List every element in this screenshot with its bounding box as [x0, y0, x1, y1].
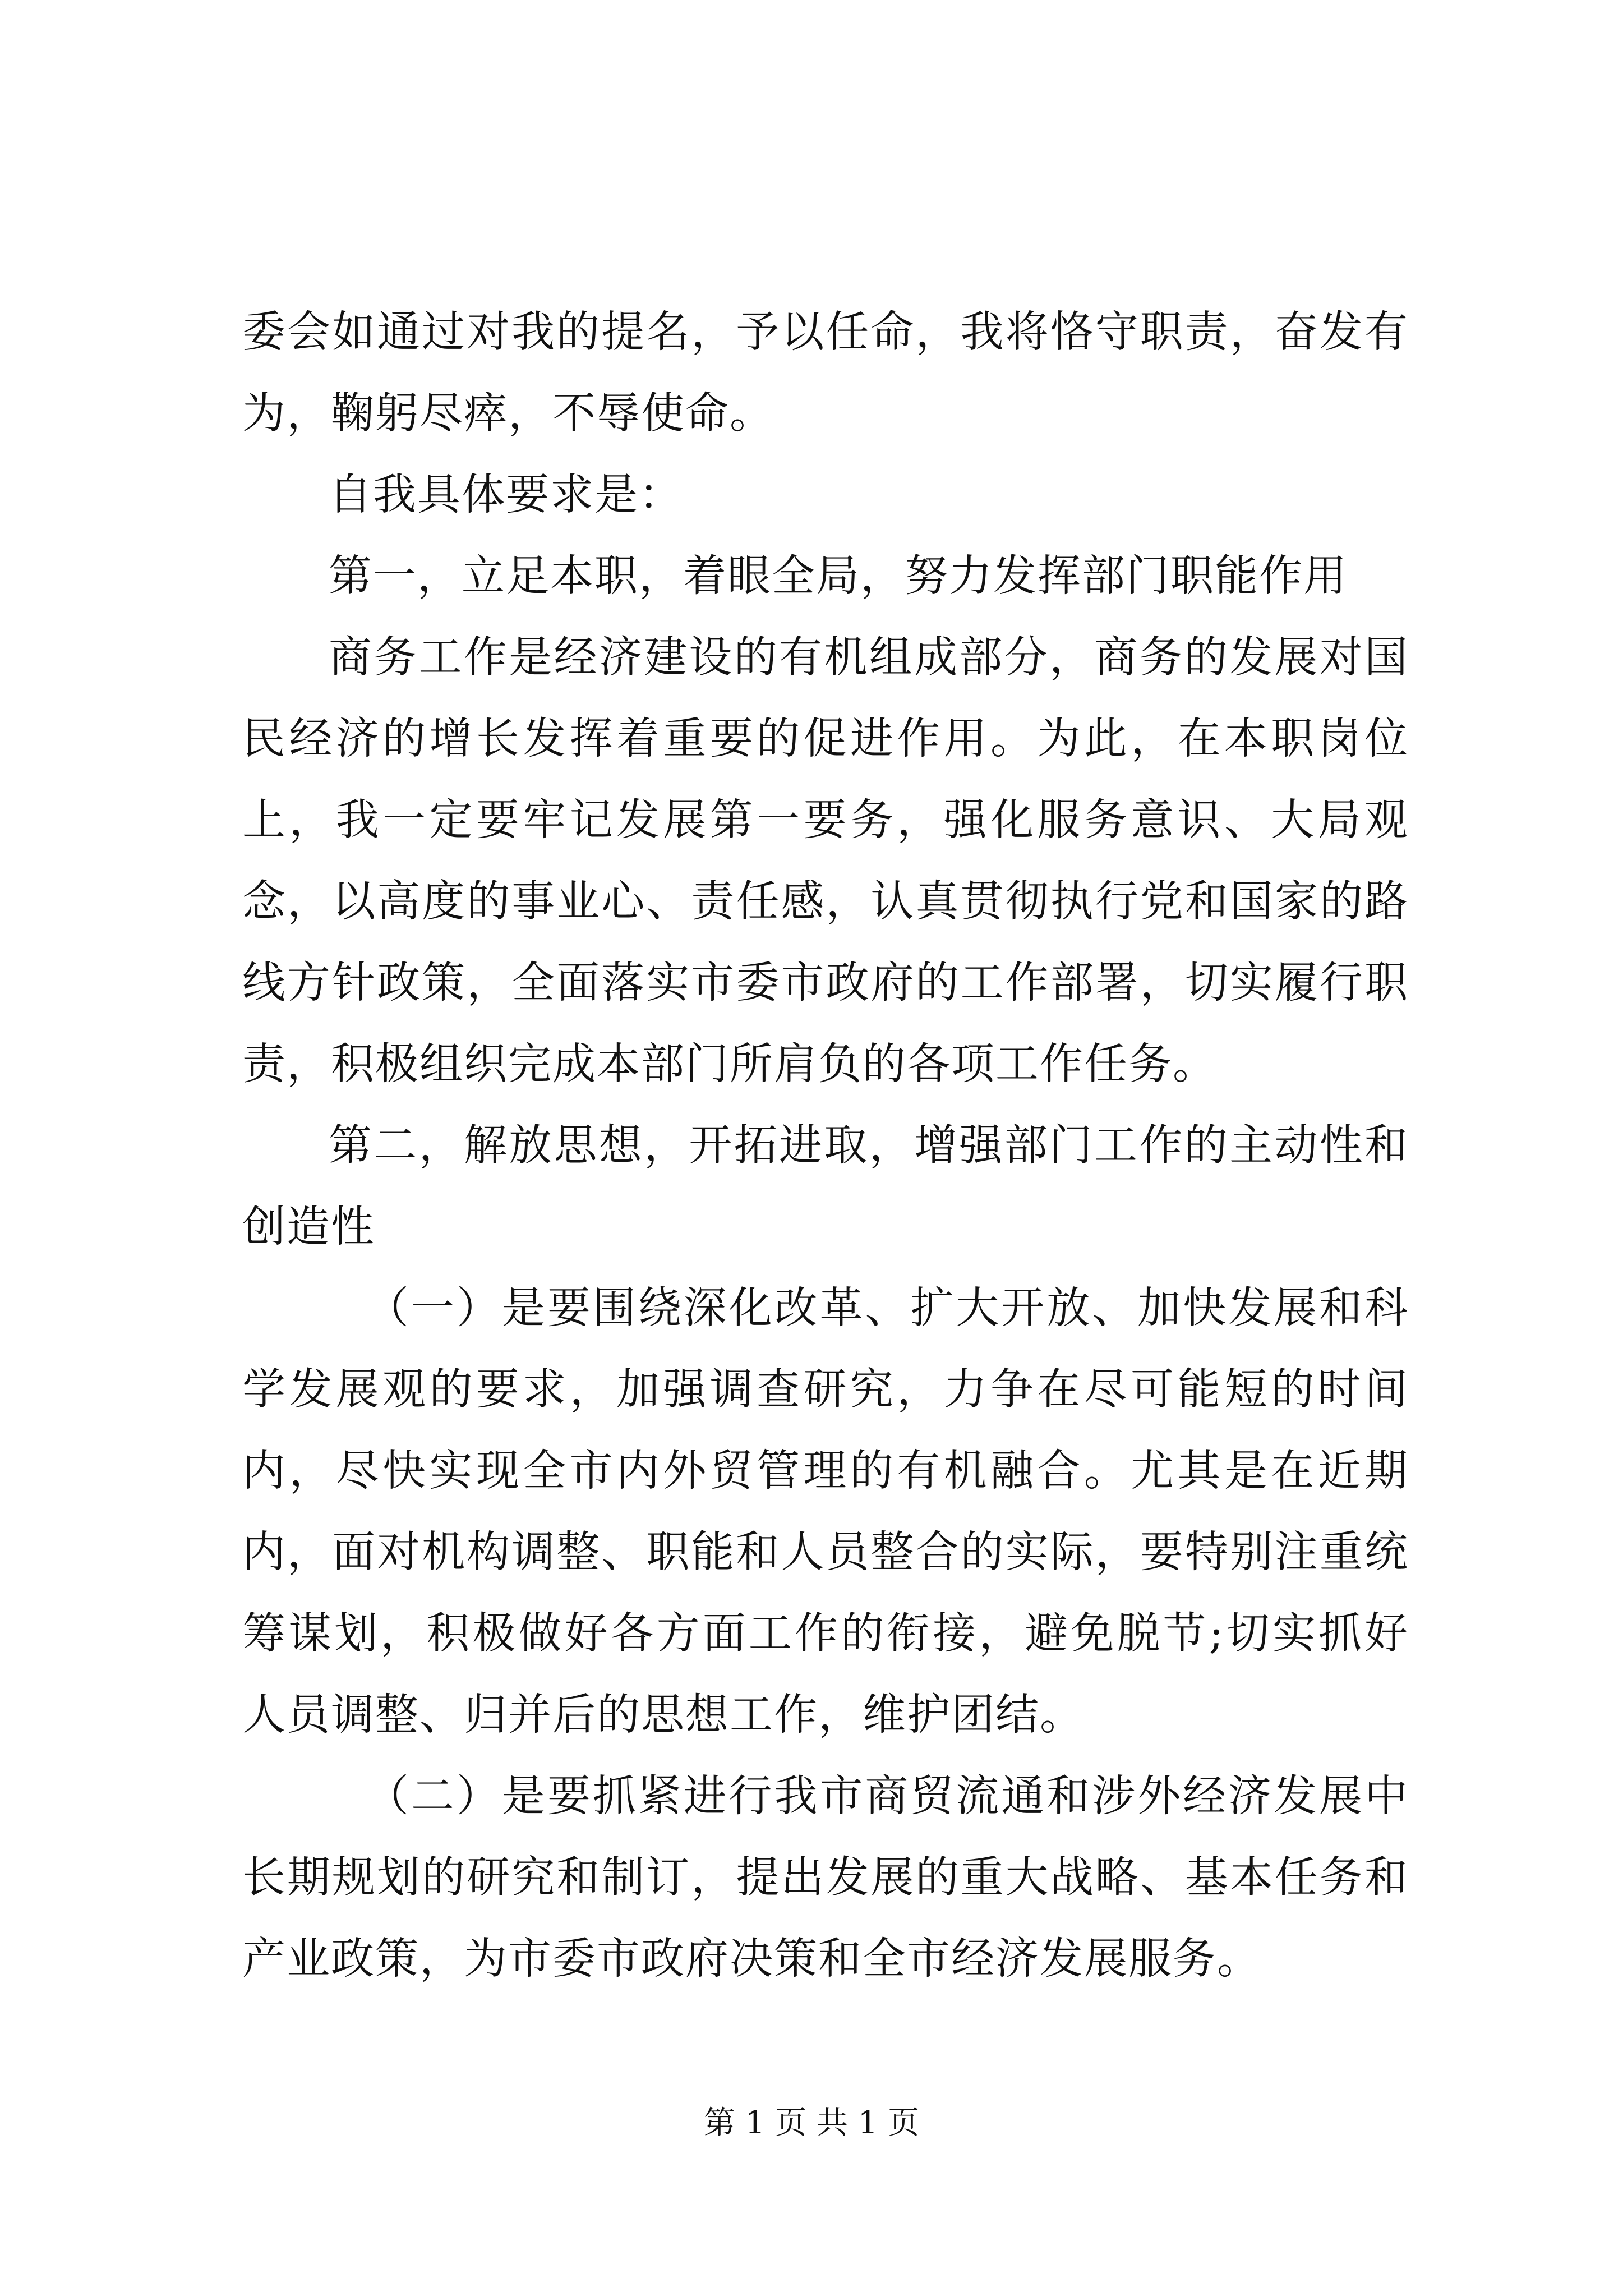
- document-body: [242, 292, 1409, 2000]
- paragraph-requirements-intro: 自我具体要求是：: [329, 470, 683, 520]
- paragraph-item-two: （二）是要抓紧进行我市商贸流通和涉外经济发展中长期规划的研究和制订，提出发展的重大战略、基本任务和产业政策，为市委市政府决策和全市经济发展服务。: [242, 1772, 1409, 1984]
- paragraph-heading-first: 第一，立足本职，着眼全局，努力发挥部门职能作用: [329, 551, 1348, 601]
- paragraph-continuation: 委会如通过对我的提名，予以任命，我将恪守职责，奋发有为，鞠躬尽瘁，不辱使命。: [242, 307, 1409, 439]
- paragraph-item-one: （一）是要围绕深化改革、扩大开放、加快发展和科学发展观的要求，加强调查研究，力争在尽可能短的时间内，尽快实现全市内外贸管理的有机融合。尤其是在近期内，面对机构调整、职能和人员整合的实际，要特别注重统筹谋划，积极做好各方面工作的衔接，避免脱节;切实抓好人员调整、归并后的思想工作，维护团结。: [242, 1283, 1409, 1740]
- page-footer: 第 1 页 共 1 页: [703, 2105, 920, 2141]
- paragraph-heading-second: 第二，解放思想，开拓进取，增强部门工作的主动性和创造性: [242, 1121, 1409, 1252]
- paragraph-commerce-work: 商务工作是经济建设的有机组成部分，商务的发展对国民经济的增长发挥着重要的促进作用。为此，在本职岗位上，我一定要牢记发展第一要务，强化服务意识、大局观念，以高度的事业心、责任感，认真贯彻执行党和国家的路线方针政策，全面落实市委市政府的工作部署，切实履行职责，积极组织完成本部门所肩负的各项工作任务。: [242, 633, 1409, 1089]
